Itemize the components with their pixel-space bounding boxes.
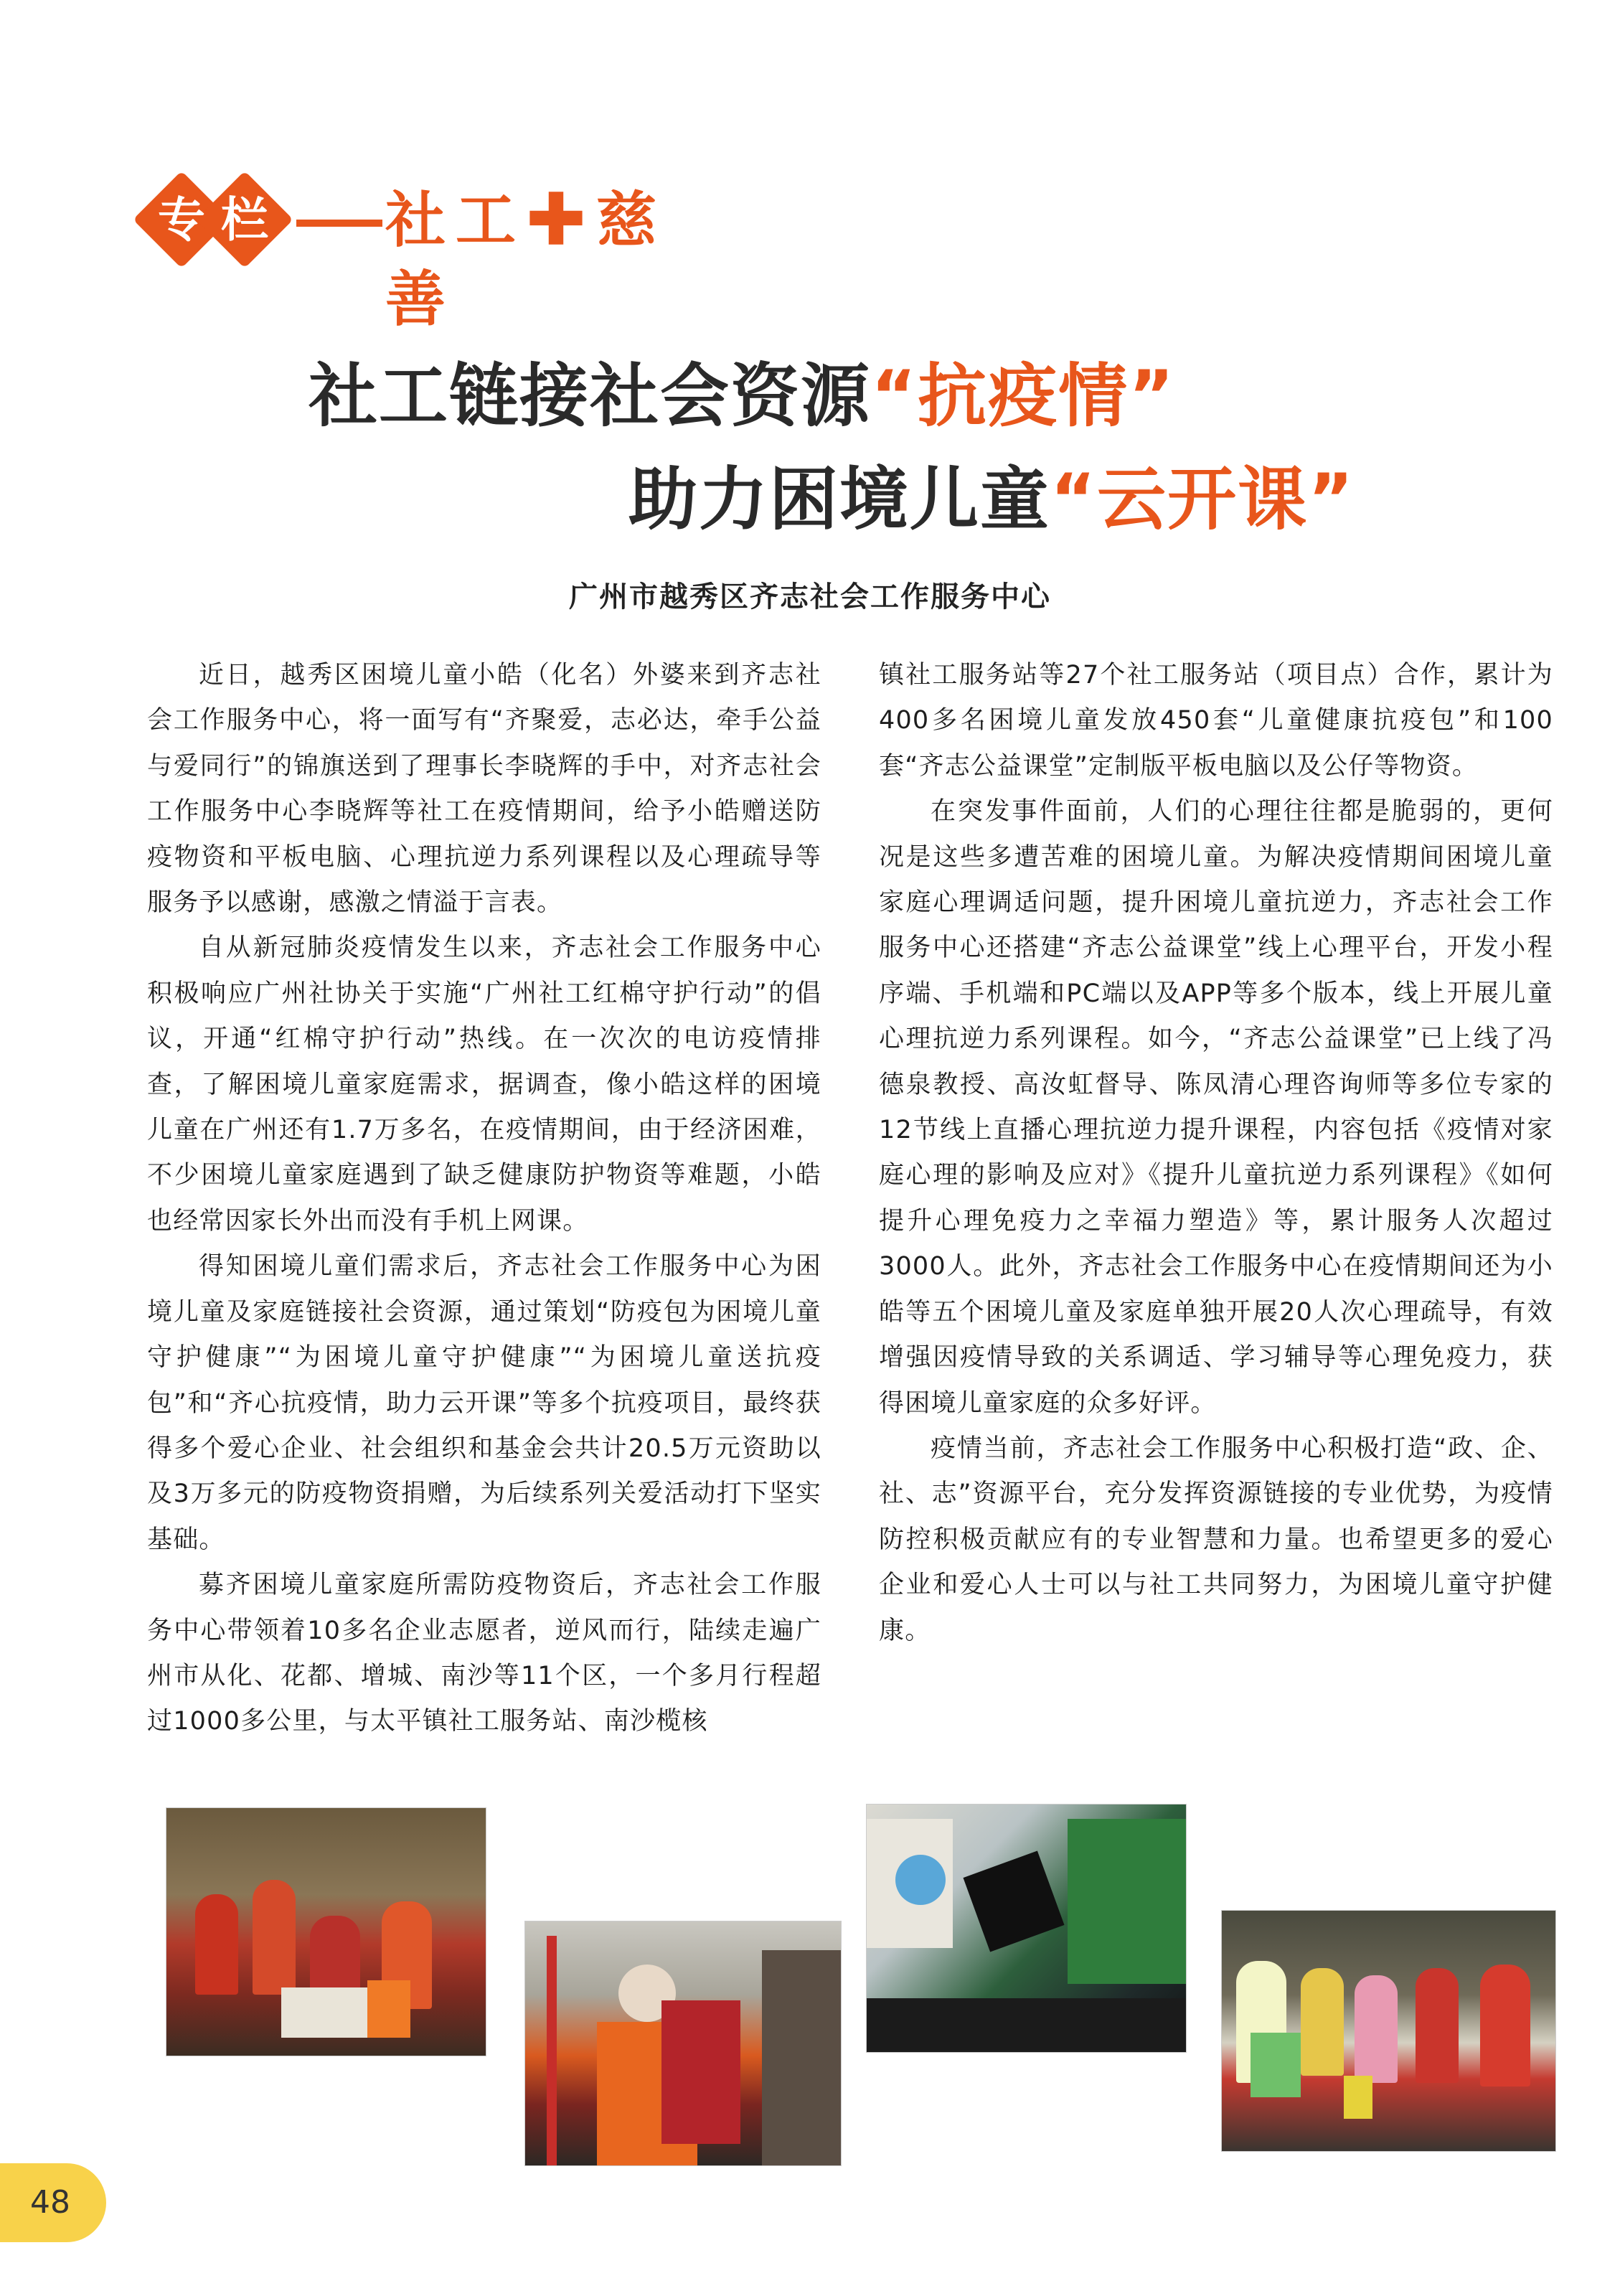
body-paragraph: 镇社工服务站等27个社工服务站（项目点）合作，累计为400多名困境儿童发放450套“儿童健康抗疫包”和100套“齐志公益课堂”定制版平板电脑以及公仔等物资。 bbox=[879, 661, 1553, 781]
title-highlight: “云开课” bbox=[1050, 459, 1355, 540]
body-paragraph: 募齐困境儿童家庭所需防疫物资后，齐志社会工作服务中心带领着10多名企业志愿者，逆风而行，陆续走遍广州市从化、花都、增城、南沙等11个区，一个多月行程超过1000多公里，与太平镇社工服务站、南沙榄核 bbox=[147, 1571, 821, 1736]
column-badge-char: 专 bbox=[158, 192, 205, 248]
column-header bbox=[133, 165, 678, 334]
column-name: 社工✚慈善 bbox=[385, 184, 667, 334]
title-text: 社工链接社会资源 bbox=[309, 356, 871, 436]
photo-group-with-gift-bags bbox=[1222, 1911, 1555, 2151]
photo-banner-presentation bbox=[525, 1921, 841, 2165]
article-author: 广州市越秀区齐志社会工作服务中心 bbox=[569, 580, 1051, 613]
article-title-line-2 bbox=[628, 456, 1355, 542]
body-paragraph: 近日，越秀区困境儿童小皓（化名）外婆来到齐志社会工作服务中心，将一面写有“齐聚爱，志必达，牵手公益与爱同行”的锦旗送到了理事长李晓辉的手中，对齐志社会工作服务中心李晓辉等社工在疫情期间，给予小皓赠送防疫物资和平板电脑、心理抗逆力系列课程以及心理疏导等服务予以感谢，感激之情溢于言表。 bbox=[147, 661, 821, 918]
article-title-line-1 bbox=[309, 353, 1175, 439]
body-paragraph: 自从新冠肺炎疫情发生以来，齐志社会工作服务中心积极响应广州社协关于实施“广州社工红棉守护行动”的倡议，开通“红棉守护行动”热线。在一次次的电访疫情排查，了解困境儿童家庭需求，据调查，像小皓这样的困境儿童在广州还有1.7万多名，在疫情期间，由于经济困难，不少困境儿童家庭遇到了缺乏健康防护物资等难题，小皓也经常因家长外出而没有手机上网课。 bbox=[147, 933, 821, 1236]
body-paragraph: 在突发事件面前，人们的心理往往都是脆弱的，更何况是这些多遭苦难的困境儿童。为解决疫情期间困境儿童家庭心理调适问题，提升困境儿童抗逆力，齐志社会工作服务中心还搭建“齐志公益课堂”线上心理平台，开发小程序端、手机端和PC端以及APP等多个版本，线上开展儿童心理抗逆力系列课程。如今，“齐志公益课堂”已上线了冯德泉教授、高汝虹督导、陈凤清心理咨询师等多位专家的12节线上直播心理抗逆力提升课程，内容包括《疫情对家庭心理的影响及应对》《提升儿童抗逆力系列课程》《如何提升心理免疫力之幸福力塑造》等，累计服务人次超过3000人。此外，齐志社会工作服务中心在疫情期间还为小皓等五个困境儿童及家庭单独开展20人次心理疏导，有效增强因疫情导致的关系调适、学习辅导等心理免疫力，获得困境儿童家庭的众多好评。 bbox=[879, 797, 1553, 1418]
title-text: 助力困境儿童 bbox=[628, 459, 1050, 540]
photo-volunteers-with-children bbox=[166, 1808, 486, 2056]
column-badge-char: 栏 bbox=[221, 192, 268, 248]
body-column-right bbox=[879, 653, 1553, 1654]
body-column-left bbox=[147, 653, 821, 1745]
title-highlight: “抗疫情” bbox=[871, 356, 1176, 436]
photo-online-class-studio bbox=[867, 1805, 1186, 2052]
column-dash bbox=[296, 220, 382, 227]
body-paragraph: 得知困境儿童们需求后，齐志社会工作服务中心为困境儿童及家庭链接社会资源，通过策划“防疫包为困境儿童守护健康”“为困境儿童守护健康”“为困境儿童送抗疫包”和“齐心抗疫情，助力云开课”等多个抗疫项目，最终获得多个爱心企业、社会组织和基金会共计20.5万元资助以及3万多元的防疫物资捐赠，为后续系列关爱活动打下坚实基础。 bbox=[147, 1252, 821, 1554]
page-number: 48 bbox=[30, 2184, 70, 2221]
body-paragraph: 疫情当前，齐志社会工作服务中心积极打造“政、企、社、志”资源平台，充分发挥资源链接的专业优势，为疫情防控积极贡献应有的专业智慧和力量。也希望更多的爱心企业和爱心人士可以与社工共同努力，为困境儿童守护健康。 bbox=[879, 1434, 1553, 1645]
